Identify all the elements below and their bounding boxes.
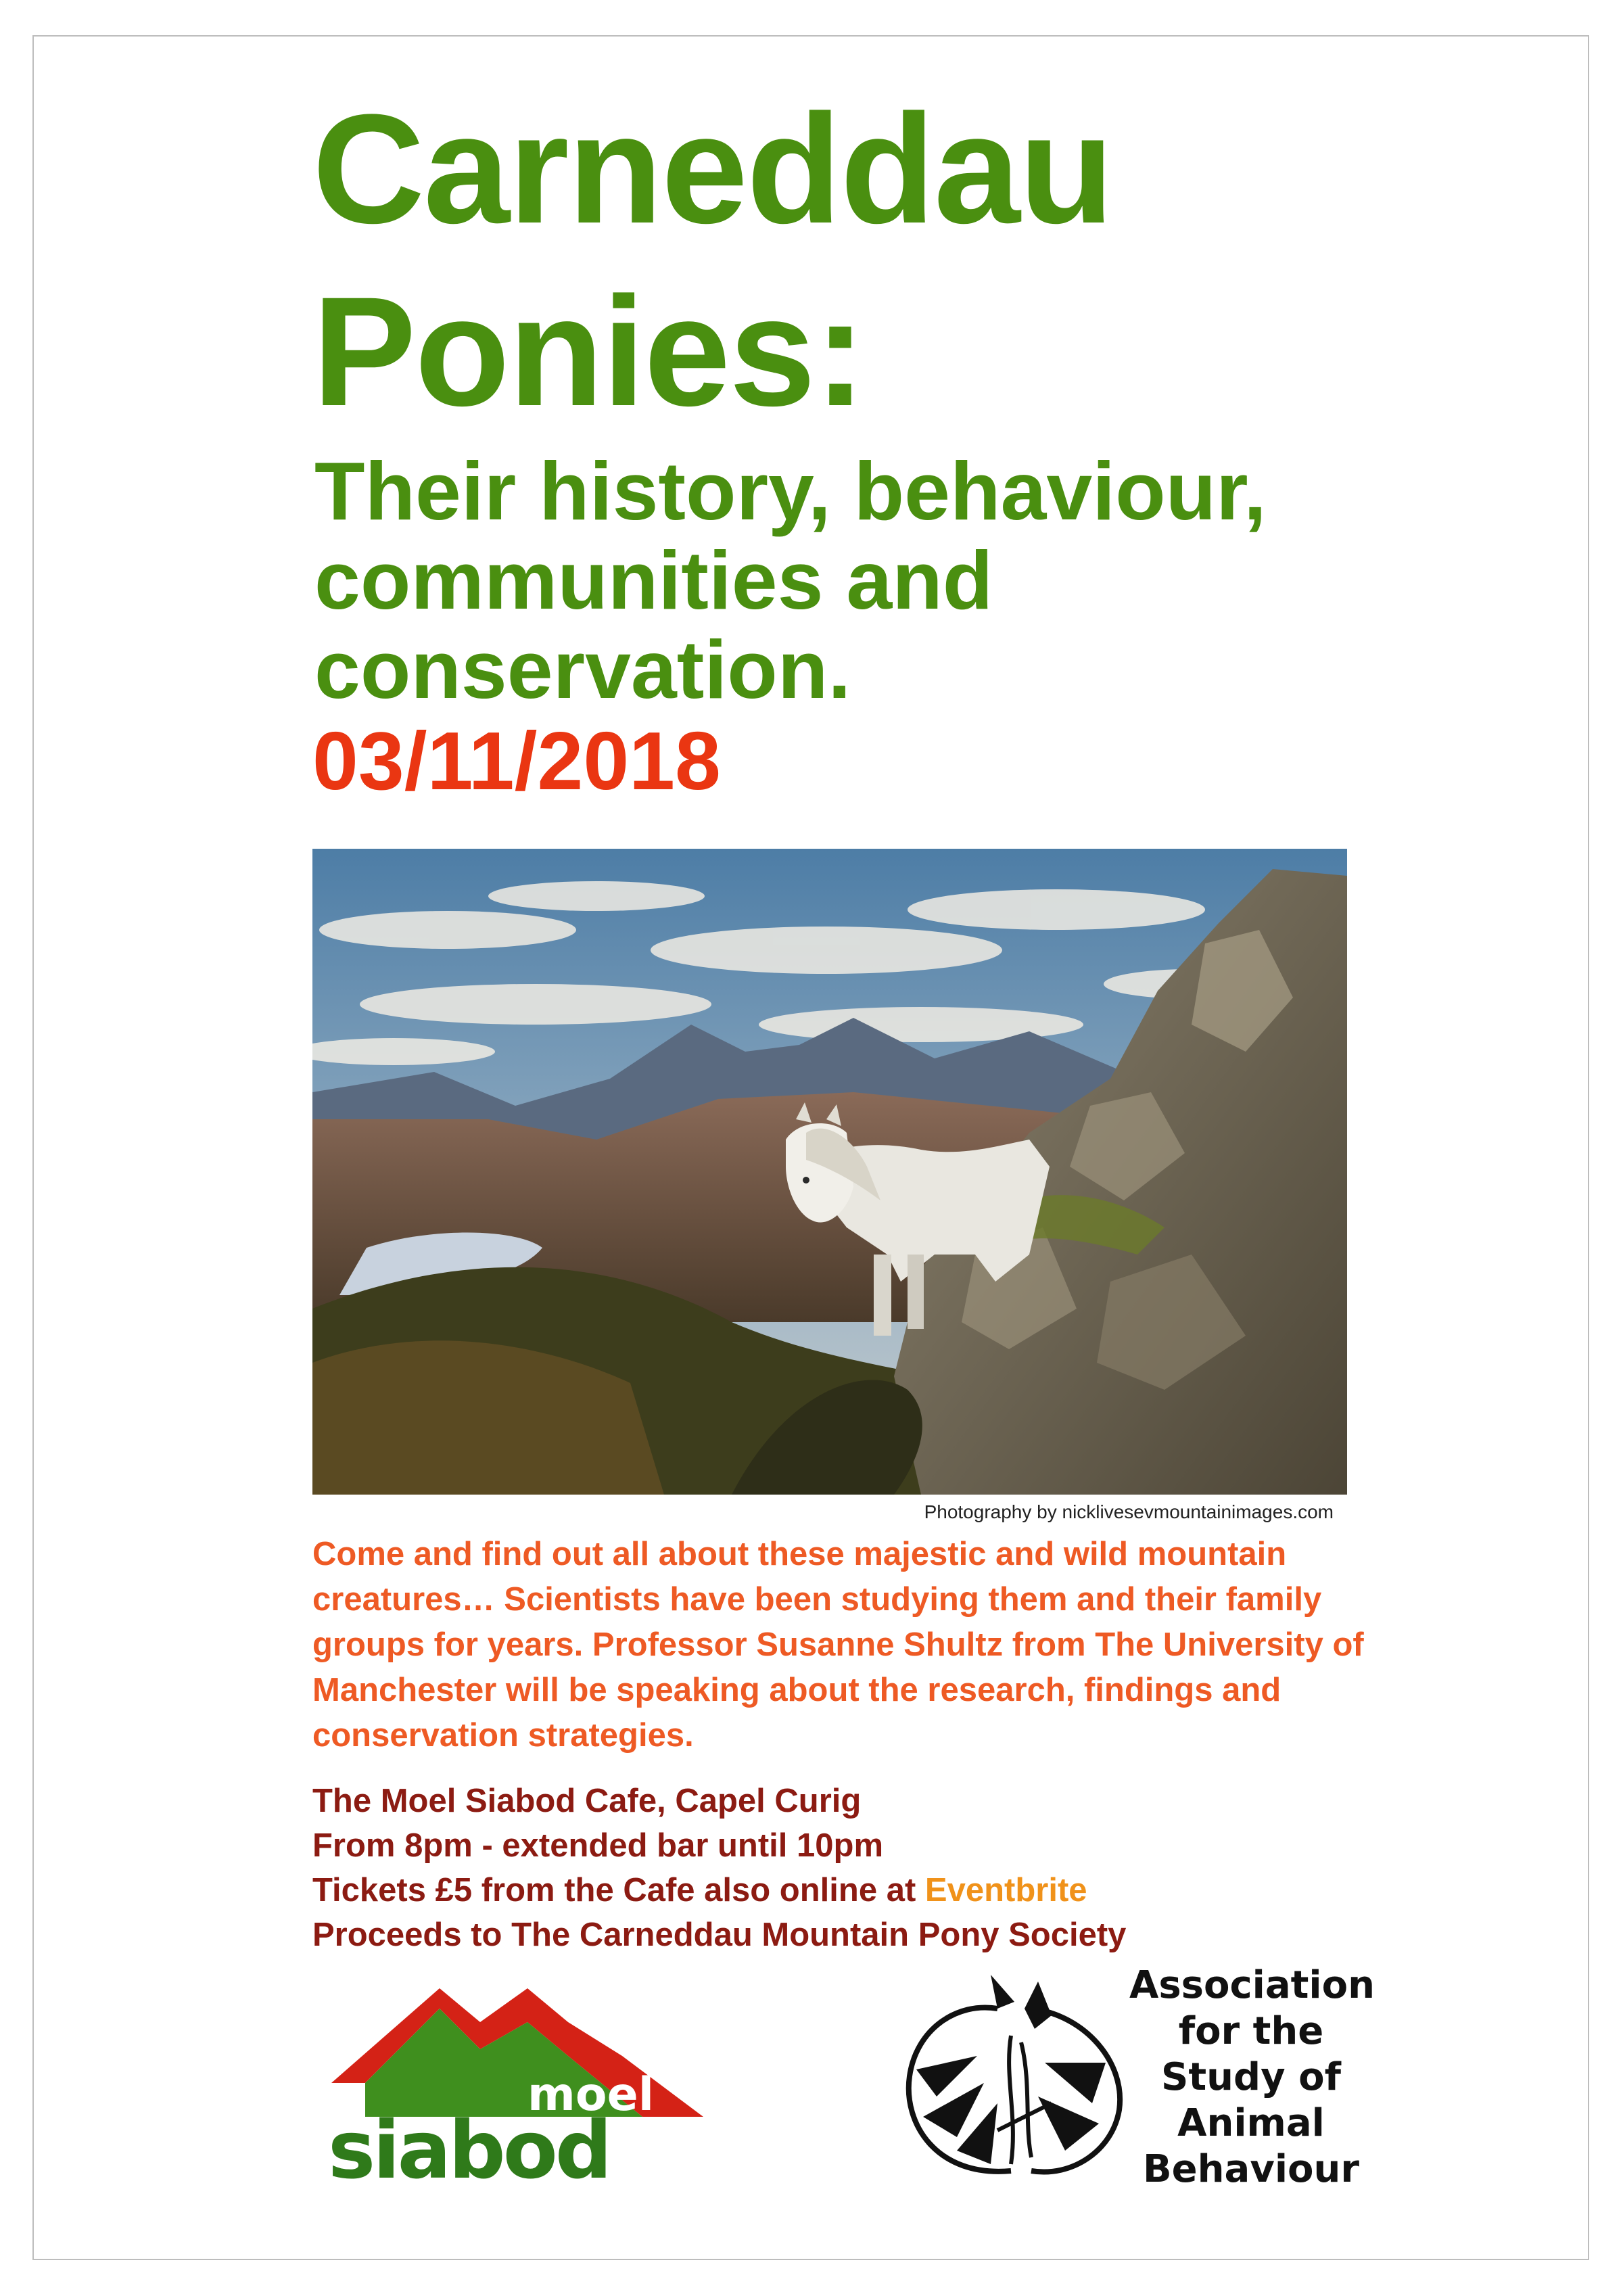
asab-line-5: Behaviour bbox=[1143, 2147, 1359, 2191]
asab-bird-logo bbox=[896, 1968, 1133, 2191]
subtitle-line-1: Their history, behaviour, bbox=[314, 445, 1267, 537]
poster-title: Carneddau Ponies: bbox=[312, 82, 1113, 438]
subtitle-line-2: communities and bbox=[314, 534, 993, 626]
pony-photo bbox=[312, 849, 1347, 1495]
moel-logo-word: moel bbox=[527, 2068, 654, 2122]
tickets-text: Tickets £5 from the Cafe also online at bbox=[312, 1872, 925, 1908]
eventbrite-link[interactable]: Eventbrite bbox=[924, 1872, 1087, 1908]
photo-credit: Photography by nicklivesevmountainimages.com bbox=[924, 1501, 1334, 1522]
asab-line-3: Study of bbox=[1161, 2055, 1341, 2099]
proceeds-line: Proceeds to The Carneddau Mountain Pony Society bbox=[312, 1917, 1127, 1953]
event-details bbox=[312, 1779, 1367, 1957]
siabod-logo-word: siabod bbox=[328, 2103, 610, 2184]
time-line: From 8pm - extended bar until 10pm bbox=[312, 1827, 884, 1864]
intro-paragraph: Come and find out all about these majestic and wild mountain creatures… Scientists have been studying them and their family groups for years. Professor Susanne Shultz from The University of Manchester will be speaking about the research, findings and conservation strategies. bbox=[312, 1536, 1364, 1754]
poster-subtitle bbox=[314, 446, 1267, 714]
venue-line: The Moel Siabod Cafe, Capel Curig bbox=[312, 1783, 862, 1819]
asab-line-2: for the bbox=[1178, 2009, 1324, 2053]
asab-line-1: Association bbox=[1129, 1963, 1375, 2007]
subtitle-line-3: conservation. bbox=[314, 624, 851, 716]
event-date: 03/11/2018 bbox=[312, 715, 721, 807]
asab-name bbox=[1129, 1963, 1373, 2193]
tickets-line bbox=[312, 1868, 1367, 1913]
asab-line-4: Animal bbox=[1177, 2101, 1325, 2145]
moel-siabod-logo bbox=[325, 1982, 703, 2184]
